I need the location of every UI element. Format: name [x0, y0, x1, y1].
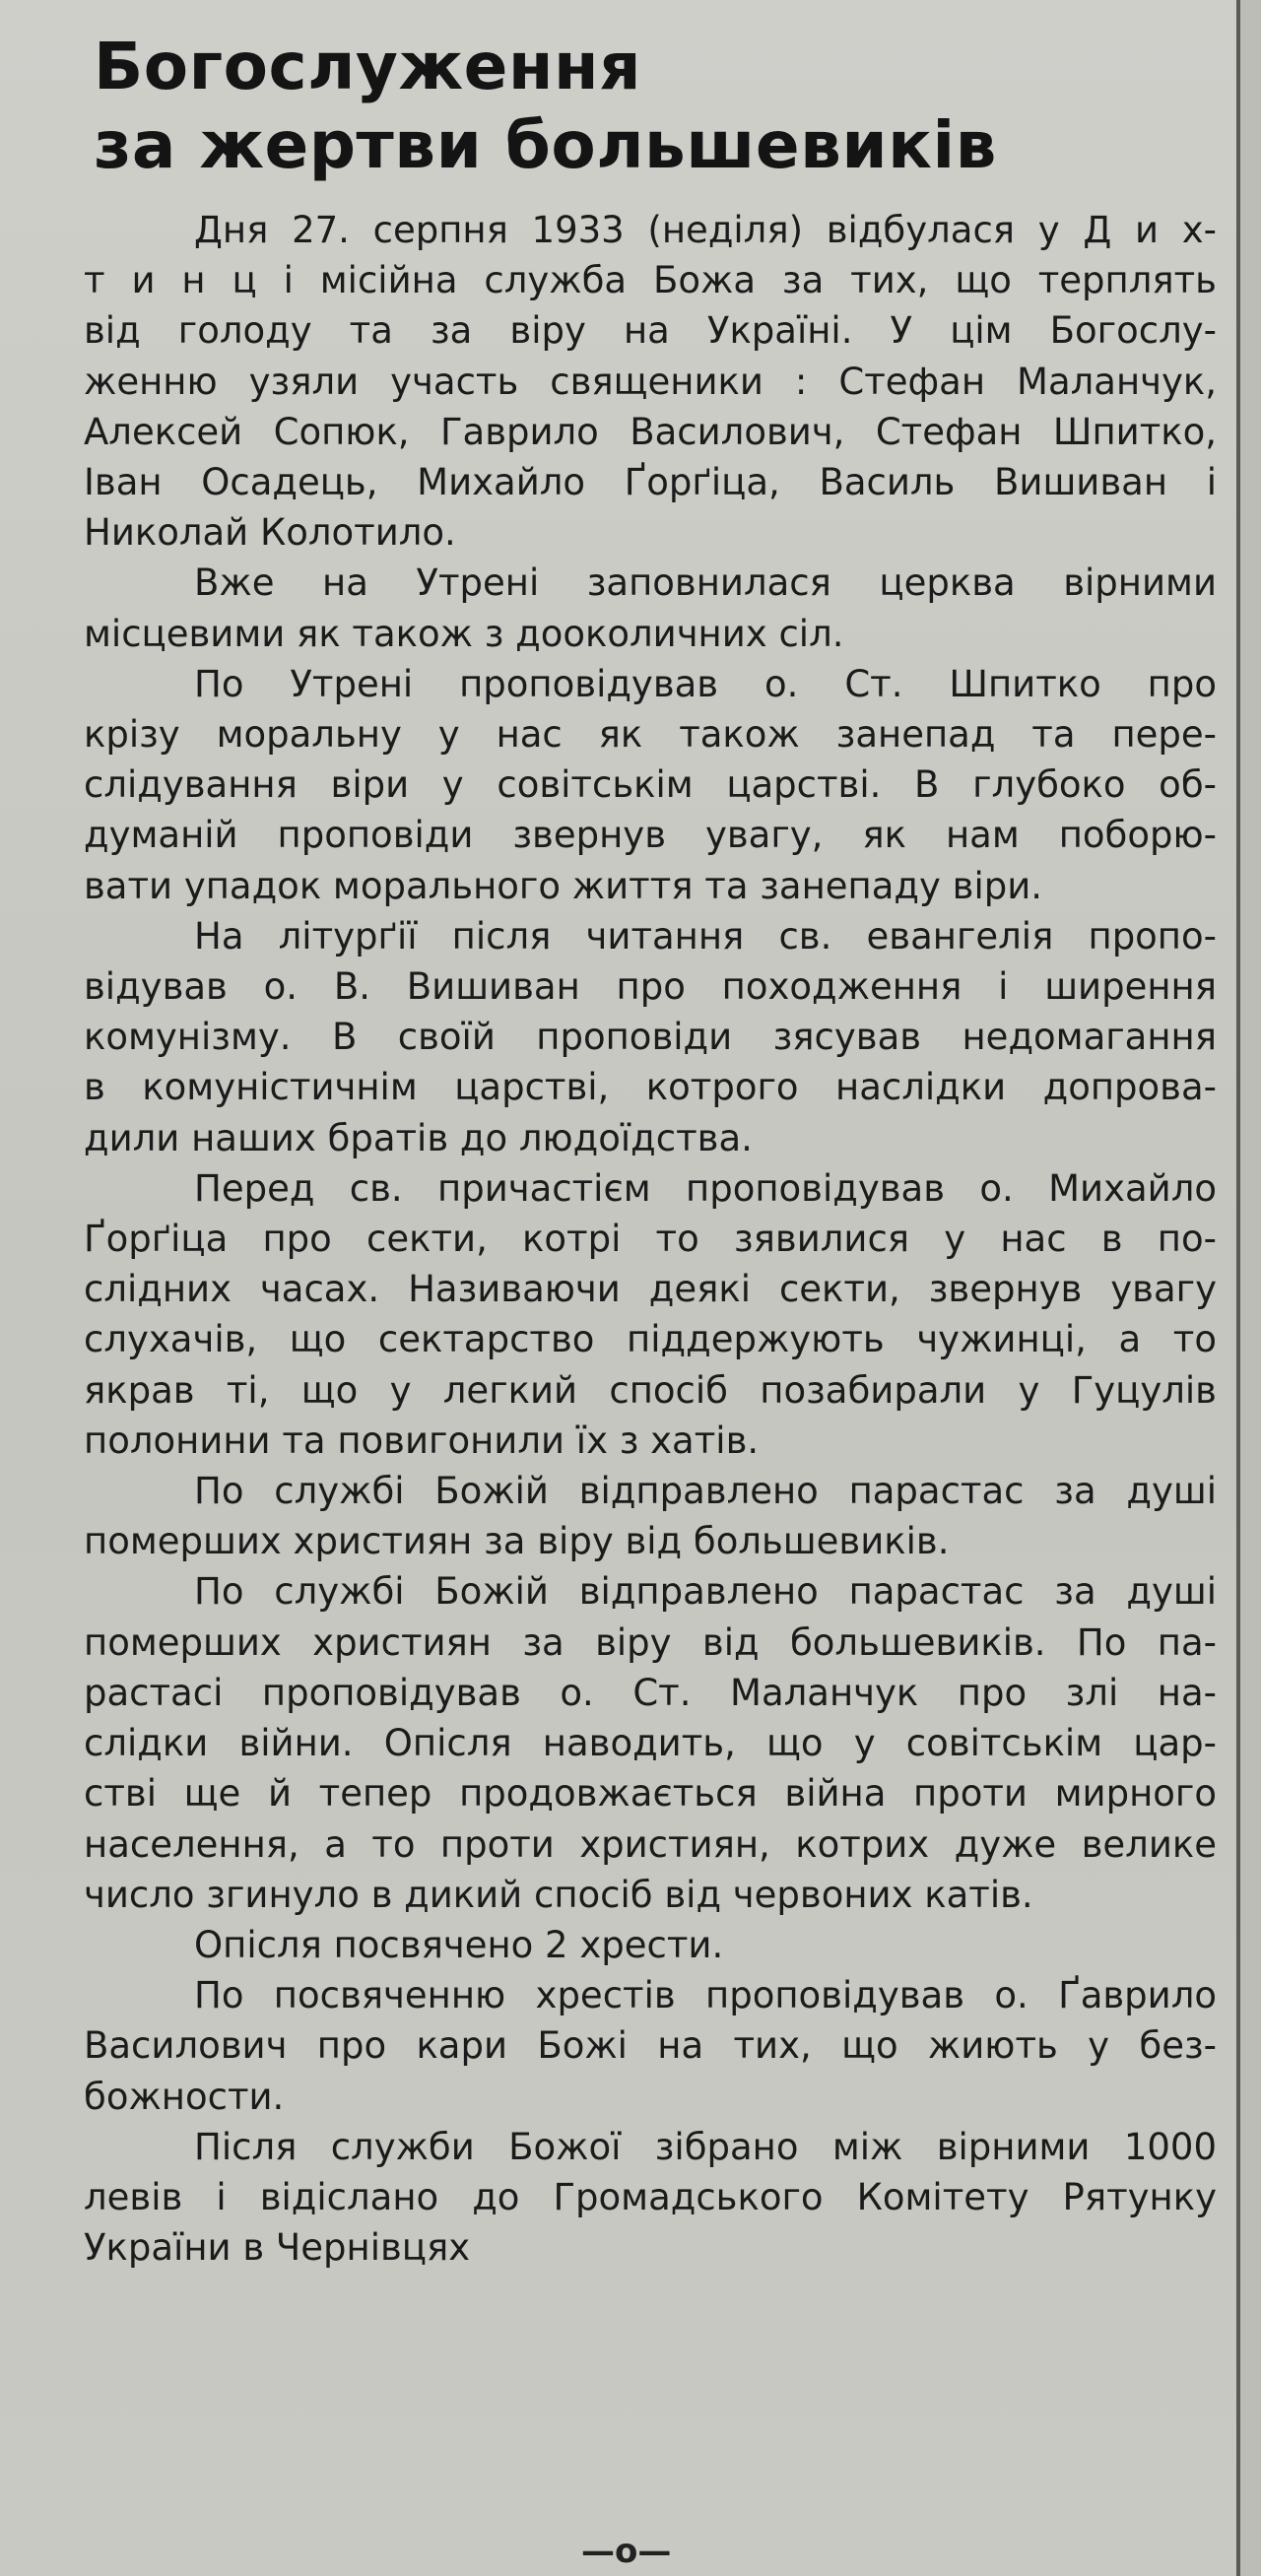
article-paragraph: [84, 1163, 1217, 1466]
paragraph-line: Вже на Утрені заповнилася церква вірними: [194, 561, 1217, 605]
article-paragraph: [84, 2122, 1217, 2274]
paragraph-line: На літурґії після читання св. евангелія пропо-: [194, 914, 1217, 958]
article-body: [84, 205, 1217, 2273]
paragraph-line: вати упадок морального життя та занепаду віри.: [84, 864, 1043, 907]
article-paragraph: [84, 659, 1217, 911]
paragraph-line: левів і відіслано до Громадського Комітету Рятунку: [84, 2175, 1217, 2218]
adjacent-column-edge: [1240, 0, 1261, 2576]
paragraph-line: Ґорґіца про секти, котрі то зявилися у нас в по-: [84, 1218, 1217, 1261]
paragraph-line: стві ще й тепер продовжається війна проти мирного: [84, 1772, 1217, 1816]
paragraph-line: від голоду та за віру на Україні. У цім Богослу-: [84, 309, 1217, 353]
paragraph-line: Іван Осадець, Михайло Ґорґіца, Василь Вишиван і: [84, 461, 1217, 504]
paragraph-line: крізу моральну у нас як також занепад та пере-: [84, 713, 1217, 757]
paragraph-line: в комуністичнім царстві, котрого наслідки допрова-: [84, 1066, 1217, 1109]
paragraph-line: По посвяченню хрестів проповідував о. Ґаврило: [194, 1974, 1217, 2017]
article-paragraph: [84, 1920, 1217, 1970]
paragraph-line: дили наших братів до людоїдства.: [84, 1116, 753, 1159]
paragraph-line: Алексей Сопюк, Гаврило Василович, Стефан Шпитко,: [84, 410, 1217, 453]
paragraph-line: Дня 27. серпня 1933 (неділя) відбулася у Д и х-: [194, 209, 1217, 251]
paragraph-line: По Утрені проповідував о. Ст. Шпитко про: [194, 662, 1217, 705]
paragraph-line: слухачів, що сектарство піддержують чужинці, а то: [84, 1318, 1217, 1361]
article-headline: [94, 28, 1177, 185]
paragraph-line: божности.: [84, 2075, 285, 2118]
paragraph-line: число згинуло в дикий спосіб від червоних катів.: [84, 1873, 1033, 1916]
paragraph-line: Перед св. причастієм проповідував о. Михайло: [194, 1166, 1217, 1210]
paragraph-line: відував о. В. Вишиван про походження і ширення: [84, 965, 1217, 1009]
paragraph-line: померших християн за віру від большевиків.: [84, 1520, 950, 1563]
paragraph-line: України в Чернівцях: [84, 2226, 471, 2270]
article-paragraph: [84, 1970, 1217, 2122]
paragraph-line: Николай Колотило.: [84, 511, 456, 555]
paragraph-line: Василович про кари Божі на тих, що жиють у без-: [84, 2024, 1217, 2068]
paragraph-line: женню узяли участь священики : Стефан Маланчук,: [84, 360, 1217, 403]
paragraph-line: По службі Божій відправлено парастас за душі: [194, 1570, 1217, 1614]
article-paragraph: [84, 558, 1217, 658]
paragraph-line: населення, а то проти християн, котрих дуже велике: [84, 1822, 1217, 1866]
headline-line-1: Богослуження: [94, 29, 641, 104]
paragraph-line: т и н ц і місійна служба Божа за тих, що терплять: [84, 259, 1217, 302]
article-paragraph: [84, 911, 1217, 1163]
paragraph-line: Опісля посвячено 2 хрести.: [194, 1923, 724, 1966]
paragraph-line: якрав ті, що у легкий спосіб позабирали у Гуцулів: [84, 1368, 1217, 1412]
headline-line-2: за жертви большевиків: [94, 107, 997, 183]
paragraph-line: померших християн за віру від большевиків. По па-: [84, 1620, 1217, 1664]
paragraph-line: слідки війни. Опісля наводить, що у совітськім цар-: [84, 1722, 1217, 1765]
article-paragraph: [84, 205, 1217, 558]
paragraph-line: слідних часах. Називаючи деякі секти, звернув увагу: [84, 1268, 1217, 1311]
paragraph-line: думаній проповіди звернув увагу, як нам поборю-: [84, 814, 1217, 857]
paragraph-line: полонини та повигонили їх з хатів.: [84, 1419, 760, 1462]
paragraph-line: комунізму. В своїй проповіди зясував недомагання: [84, 1016, 1217, 1059]
closing-mark: —о—: [581, 2532, 672, 2571]
article-paragraph: [84, 1566, 1217, 1919]
article-paragraph: [84, 1466, 1217, 1566]
paragraph-line: слідування віри у совітськім царстві. В глубоко об-: [84, 763, 1217, 807]
paragraph-line: Після служби Божої зібрано між вірними 1000: [194, 2125, 1217, 2168]
paragraph-line: По службі Божій відправлено парастас за душі: [194, 1470, 1217, 1513]
paragraph-line: растасі проповідував о. Ст. Маланчук про злі на-: [84, 1671, 1217, 1714]
paragraph-line: місцевими як також з дооколичних сіл.: [84, 612, 844, 655]
